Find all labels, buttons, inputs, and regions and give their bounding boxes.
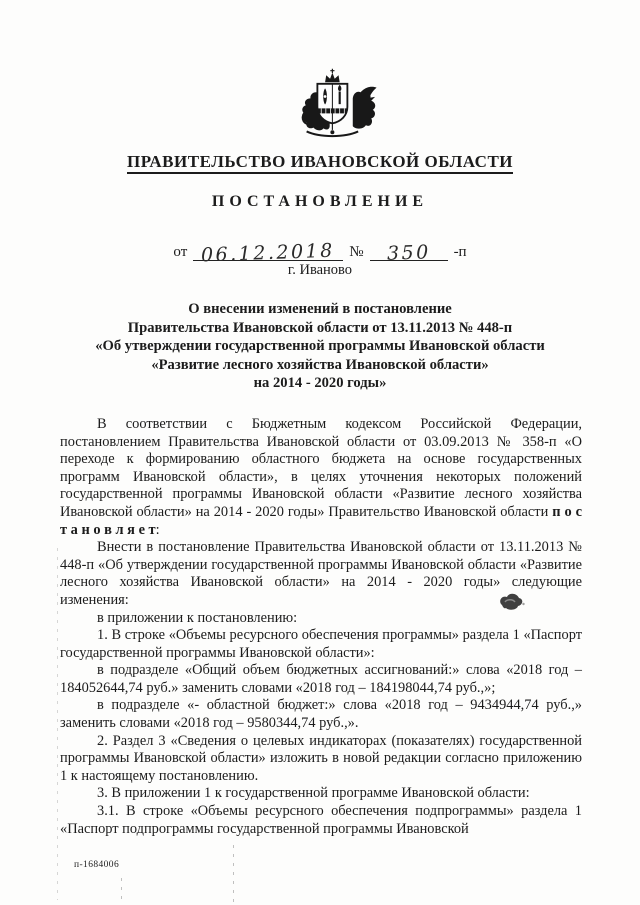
number-sign-label: № <box>349 244 364 260</box>
handwritten-date: 06.12.2018 <box>200 239 336 267</box>
doc-body <box>60 416 582 838</box>
date-blank-line <box>193 239 343 267</box>
paragraph: 2. Раздел 3 «Сведения о целевых индикаторах (показателях) государственной программы Ивановской области» изложить в новой редакции согласно приложению 1 к настоящему постановлению. <box>60 732 582 784</box>
scan-fold-line <box>57 548 58 900</box>
paragraph: 3. В приложении 1 к государственной программе Ивановской области: <box>97 785 530 802</box>
number-suffix-label: -п <box>453 244 467 260</box>
paragraph: в подразделе «- областной бюджет:» слова «2018 год – 9434944,74 руб.,» заменить словами «2018 год – 9580344,74 руб.,». <box>60 697 582 732</box>
doc-title-line: на 2014 - 2020 годы» <box>253 375 387 392</box>
paragraph: в приложении к постановлению: <box>97 609 298 626</box>
org-name-heading <box>0 152 640 172</box>
date-number-line <box>0 239 640 267</box>
scan-fold-line <box>121 878 122 904</box>
doc-type-heading: ПОСТАНОВЛЕНИЕ <box>211 193 429 210</box>
org-name-text: ПРАВИТЕЛЬСТВО ИВАНОВСКОЙ ОБЛАСТИ <box>127 152 513 174</box>
doc-title <box>0 300 640 393</box>
ink-blot-artifact <box>495 590 527 614</box>
doc-title-line: «Развитие лесного хозяйства Ивановской области» <box>151 356 489 373</box>
doc-title-line: О внесении изменений в постановление <box>188 301 452 317</box>
doc-title-line: «Об утверждении государственной программы Ивановской области <box>95 338 545 355</box>
city-label: г. Иваново <box>287 262 353 278</box>
scan-fold-line <box>233 845 234 905</box>
paragraph: в подразделе «Общий объем бюджетных ассигнований:» слова «2018 год – 184052644,74 руб.» заменить словами «2018 год – 184198044,74 руб.,»; <box>60 662 582 696</box>
footer-code: п-1684006 <box>74 860 120 870</box>
coat-of-arms-icon <box>282 64 382 142</box>
paragraph: 3.1. В строке «Объемы ресурсного обеспечения подпрограммы» раздела 1 «Паспорт подпрограммы государственной программы Ивановской <box>60 803 582 837</box>
number-blank-line <box>370 241 448 265</box>
paragraph: 1. В строке «Объемы ресурсного обеспечения программы» раздела 1 «Паспорт государственной программы Ивановской области»: <box>60 627 582 661</box>
date-prefix-label: от <box>173 244 188 260</box>
paragraph: В соответствии с Бюджетным кодексом Российской Федерации, постановлением Правительства Ивановской области от 03.09.2013 № 358-п «О переходе к формированию областного бюджета на основе государственных программ Ивановской области», в целях уточнения некоторых положений государственной программы Ивановской области «Развитие лесного хозяйства Ивановской области» на 2014 - 2020 годы» Правительство Ивановской области п о с т а н о в л я е т: <box>60 415 582 538</box>
doc-title-line: Правительства Ивановской области от 13.11.2013 № 448-п <box>127 319 513 336</box>
handwritten-number: 350 <box>386 241 431 265</box>
paragraph: Внести в постановление Правительства Ивановской области от 13.11.2013 № 448-п «Об утверждении государственной программы Ивановской области «Развитие лесного хозяйства Ивановской области» на 2014 - 2020 годы» следующие изменения: <box>60 539 582 608</box>
decree-keyword: п о с т а н о в л я е т <box>60 503 582 538</box>
